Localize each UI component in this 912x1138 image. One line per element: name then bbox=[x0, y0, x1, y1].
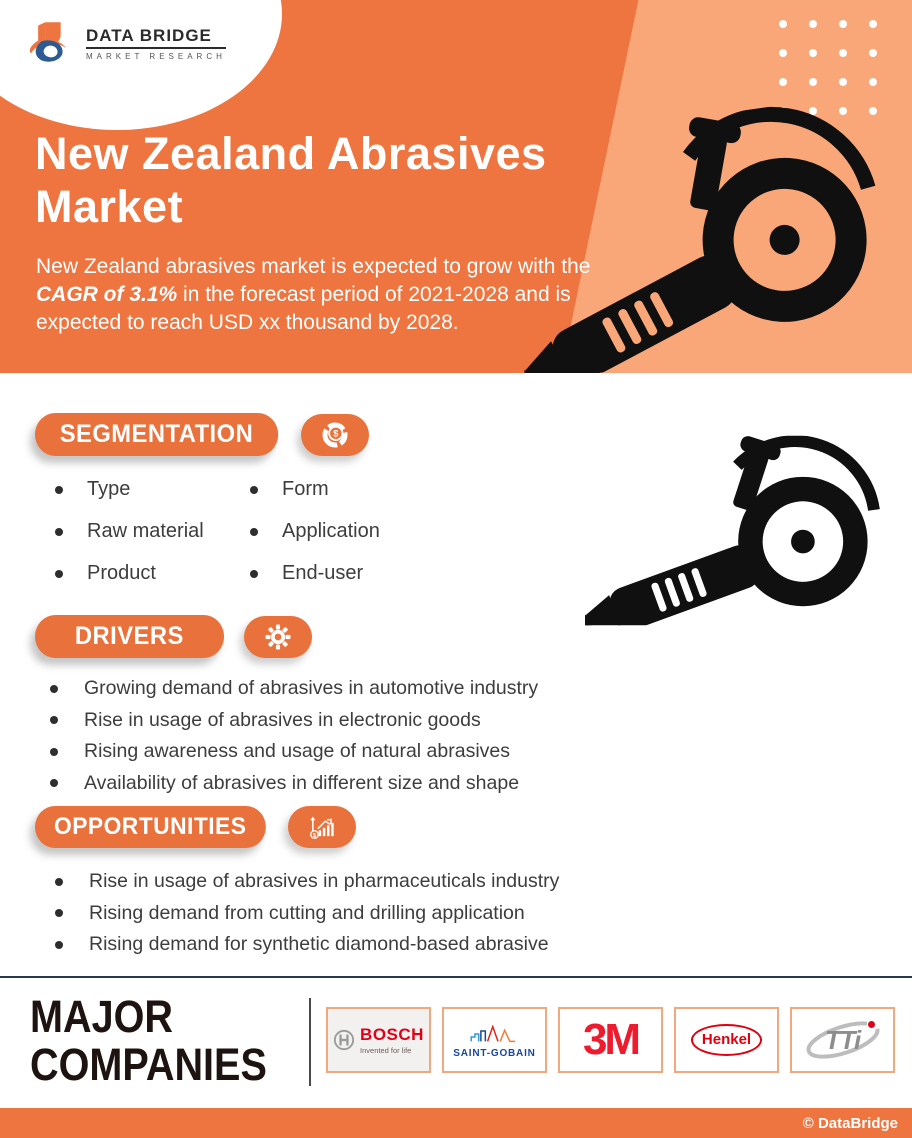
bullet-icon bbox=[50, 779, 58, 787]
opportunity-item: Rising demand from cutting and drilling application bbox=[89, 901, 525, 924]
list-item bbox=[250, 520, 380, 543]
svg-text:$: $ bbox=[312, 833, 316, 839]
brand-subtitle: MARKET RESEARCH bbox=[86, 51, 226, 61]
bullet-icon bbox=[50, 685, 58, 693]
companies-top-divider bbox=[0, 976, 912, 978]
list-item bbox=[55, 870, 559, 893]
bullet-icon bbox=[250, 528, 258, 536]
databridge-logo bbox=[26, 20, 226, 66]
list-item bbox=[250, 562, 380, 585]
bullet-icon bbox=[250, 570, 258, 578]
list-item bbox=[55, 562, 250, 585]
drivers-list bbox=[50, 677, 538, 803]
companies-heading bbox=[30, 993, 294, 1089]
cagr-highlight: CAGR of 3.1% bbox=[36, 282, 178, 306]
market-description bbox=[36, 253, 596, 337]
tti-red-dot-icon bbox=[868, 1021, 875, 1028]
bullet-icon bbox=[55, 909, 63, 917]
bullet-icon bbox=[55, 570, 63, 578]
growth-chart-dollar-icon bbox=[307, 812, 337, 842]
description-post: in the forecast period of 2021-2028 and is expected to reach USD xx thousand by 2028. bbox=[36, 282, 571, 334]
svg-text:$: $ bbox=[332, 428, 339, 439]
tti-wordmark: TTi bbox=[824, 1024, 861, 1055]
list-item bbox=[50, 677, 538, 700]
driver-item: Growing demand of abrasives in automotive industry bbox=[84, 677, 539, 699]
copyright-text: © DataBridge bbox=[802, 1114, 898, 1132]
list-item bbox=[55, 902, 559, 925]
bullet-icon bbox=[50, 748, 58, 756]
segmentation-item: Raw material bbox=[87, 520, 204, 542]
3m-logo bbox=[558, 1007, 663, 1073]
drivers-icon-pill bbox=[244, 616, 312, 658]
bosch-wordmark: BOSCH bbox=[360, 1025, 424, 1044]
gear-icon bbox=[263, 622, 293, 652]
driver-item: Rise in usage of abrasives in electronic goods bbox=[84, 708, 481, 731]
saint-gobain-wordmark: SAINT-GOBAIN bbox=[453, 1047, 536, 1059]
segmentation-item: Application bbox=[282, 520, 380, 542]
drivers-badge: DRIVERS bbox=[35, 615, 224, 658]
opportunities-header bbox=[35, 806, 356, 848]
bosch-logo bbox=[326, 1007, 431, 1073]
list-item bbox=[50, 740, 538, 763]
bullet-icon bbox=[55, 878, 63, 886]
bullet-icon bbox=[55, 528, 63, 536]
companies-vertical-divider bbox=[309, 998, 311, 1086]
bosch-tagline: Invented for life bbox=[360, 1046, 412, 1055]
segmentation-item: Type bbox=[87, 478, 131, 500]
drivers-header bbox=[35, 615, 312, 658]
list-item bbox=[55, 520, 250, 543]
segmentation-item: End-user bbox=[282, 562, 364, 584]
footer-bar bbox=[0, 1108, 912, 1138]
segmentation-badge: SEGMENTATION bbox=[35, 413, 278, 456]
bullet-icon bbox=[50, 716, 58, 724]
3m-wordmark: 3M bbox=[582, 1015, 639, 1064]
databridge-logo-mark-icon bbox=[26, 20, 78, 66]
companies-heading-line1: MAJOR bbox=[30, 991, 174, 1042]
henkel-logo bbox=[674, 1007, 779, 1073]
brand-title: DATA BRIDGE bbox=[86, 26, 226, 49]
angle-grinder-illustration-body bbox=[585, 428, 885, 633]
segmentation-icon-pill bbox=[301, 414, 369, 456]
donut-dollar-icon bbox=[320, 420, 350, 450]
company-logos-row bbox=[326, 1007, 898, 1073]
companies-heading-line2: COMPANIES bbox=[30, 1039, 267, 1091]
segmentation-header bbox=[35, 413, 369, 456]
tti-logo bbox=[790, 1007, 895, 1073]
bullet-icon bbox=[55, 486, 63, 494]
page-title: New Zealand Abrasives Market bbox=[35, 128, 547, 232]
bullet-icon bbox=[250, 486, 258, 494]
opportunities-icon-pill bbox=[288, 806, 356, 848]
list-item bbox=[55, 478, 250, 501]
henkel-wordmark: Henkel bbox=[691, 1024, 762, 1056]
header bbox=[0, 0, 912, 373]
list-item bbox=[50, 709, 538, 732]
bosch-emblem-icon bbox=[333, 1029, 355, 1051]
segmentation-item: Product bbox=[87, 562, 156, 584]
list-item bbox=[250, 478, 380, 501]
segmentation-item: Form bbox=[282, 478, 329, 500]
segmentation-list bbox=[55, 478, 380, 585]
opportunities-list bbox=[55, 870, 559, 965]
list-item bbox=[55, 933, 559, 956]
list-item bbox=[50, 772, 538, 795]
driver-item: Availability of abrasives in different size and shape bbox=[84, 771, 520, 794]
description-pre: New Zealand abrasives market is expected to grow with the bbox=[36, 255, 591, 278]
bullet-icon bbox=[55, 941, 63, 949]
saint-gobain-skyline-icon bbox=[469, 1022, 521, 1046]
opportunities-badge: OPPORTUNITIES bbox=[35, 806, 265, 848]
saint-gobain-logo bbox=[442, 1007, 547, 1073]
opportunity-item: Rising demand for synthetic diamond-based abrasive bbox=[89, 933, 549, 955]
opportunity-item: Rise in usage of abrasives in pharmaceuticals industry bbox=[89, 870, 560, 892]
driver-item: Rising awareness and usage of natural abrasives bbox=[84, 740, 511, 762]
